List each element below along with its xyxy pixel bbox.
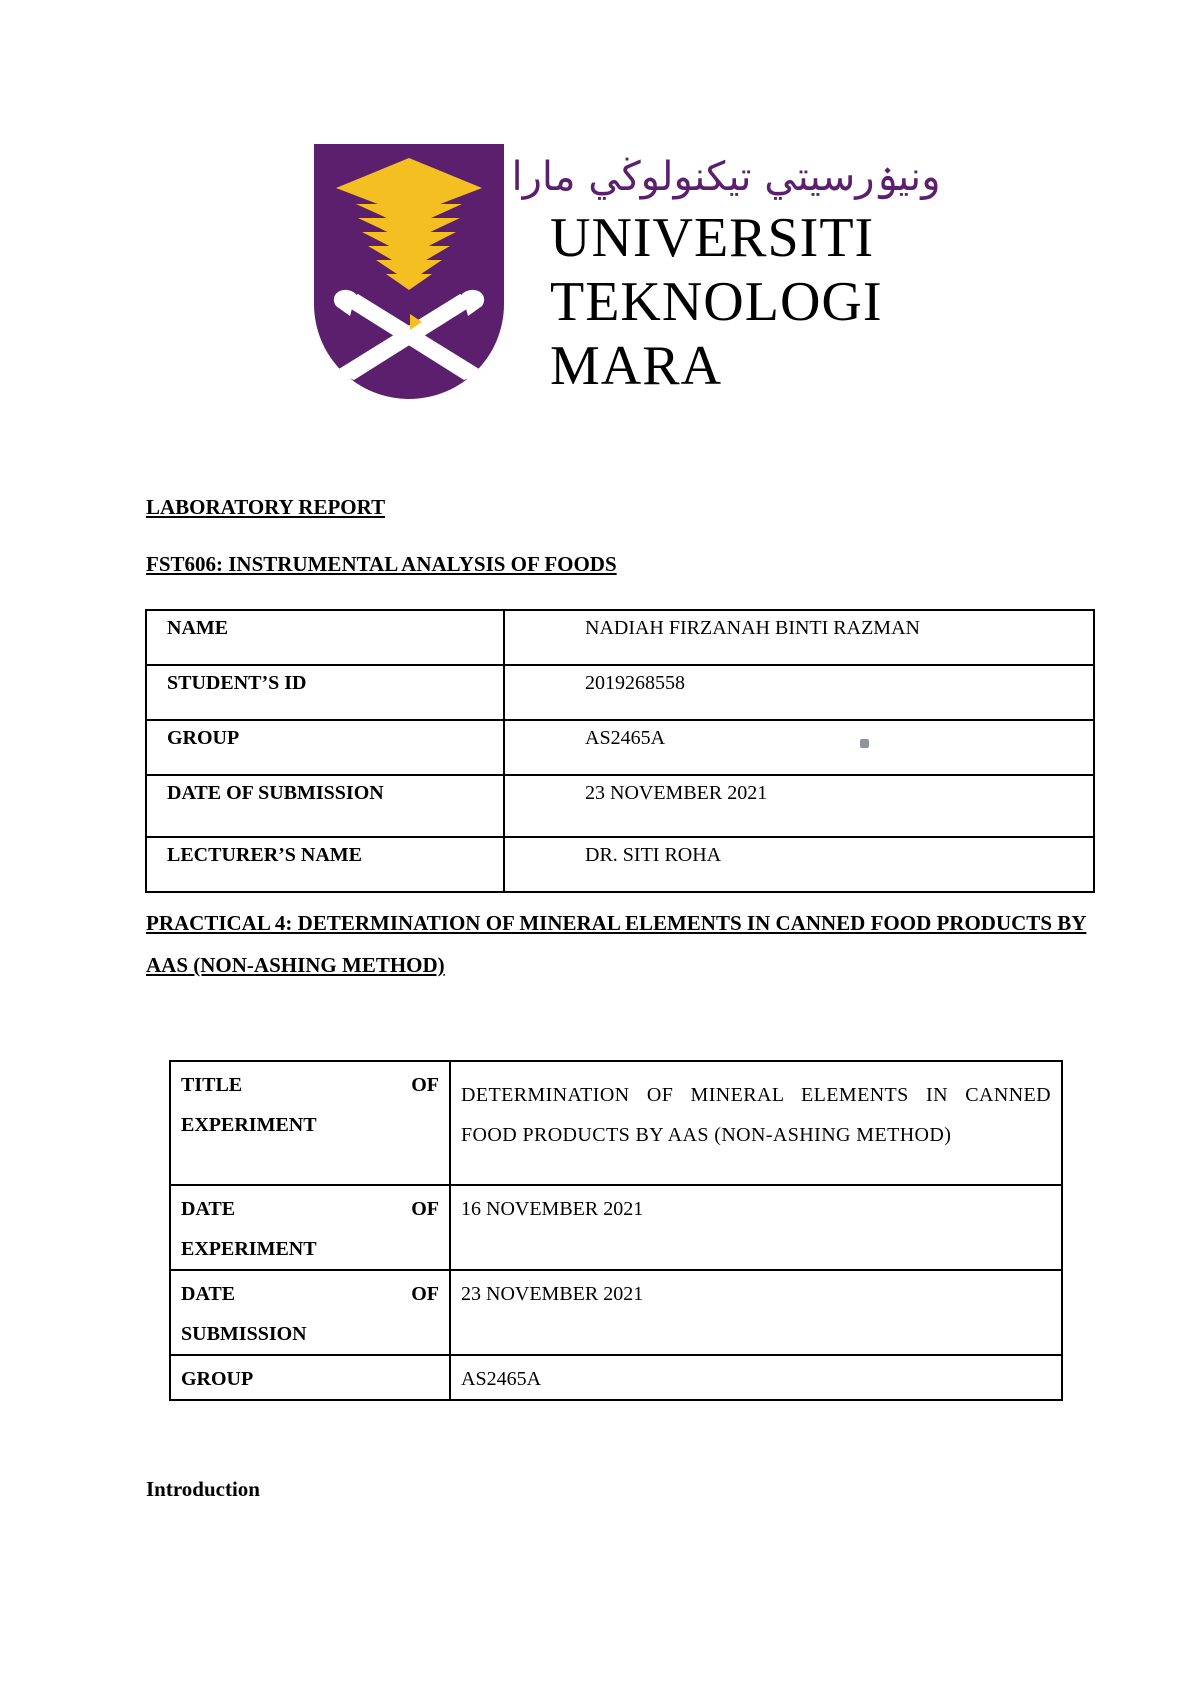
svg-text:ونيۏرسيتي تيكنولوڬي مارا: ونيۏرسيتي تيكنولوڬي مارا — [511, 154, 941, 200]
table-row — [146, 665, 1094, 720]
experiment-submission-value: 23 NOVEMBER 2021 — [450, 1270, 1062, 1355]
experiment-date-label: DATE OF EXPERIMENT — [170, 1185, 450, 1270]
table-row — [170, 1270, 1062, 1355]
table-row — [170, 1355, 1062, 1400]
logo-line-teknologi: TEKNOLOGI — [550, 271, 883, 333]
submission-date-label: DATE OF SUBMISSION — [146, 775, 504, 837]
lecturer-label: LECTURER’S NAME — [146, 837, 504, 892]
introduction-heading: Introduction — [146, 1477, 260, 1501]
logo-line-universiti: UNIVERSITI — [550, 207, 875, 269]
experiment-group-value: AS2465A — [450, 1355, 1062, 1400]
experiment-title-label: TITLE OF EXPERIMENT — [170, 1061, 450, 1185]
table-row — [146, 610, 1094, 665]
student-id-label: STUDENT’S ID — [146, 665, 504, 720]
student-id-value: 2019268558 — [504, 665, 1094, 720]
experiment-group-label: GROUP — [170, 1355, 450, 1400]
group-label: GROUP — [146, 720, 504, 775]
lecturer-value: DR. SITI ROHA — [504, 837, 1094, 892]
uitm-crest-icon — [314, 144, 504, 398]
practical-title: PRACTICAL 4: DETERMINATION OF MINERAL ELEMENTS IN CANNED FOOD PRODUCTS BY AAS (NON-ASHING METHOD) — [146, 911, 1087, 977]
logo-line-mara: MARA — [550, 335, 723, 397]
table-row — [146, 775, 1094, 837]
university-logo — [314, 144, 941, 398]
experiment-info-table — [169, 1060, 1063, 1401]
name-value: NADIAH FIRZANAH BINTI RAZMAN — [504, 610, 1094, 665]
group-value: AS2465A — [585, 727, 666, 749]
table-row — [170, 1185, 1062, 1270]
group-cell — [504, 720, 1094, 775]
university-name — [550, 206, 914, 398]
report-title: LABORATORY REPORT — [146, 495, 386, 519]
table-row — [170, 1061, 1062, 1185]
experiment-date-value: 16 NOVEMBER 2021 — [450, 1185, 1062, 1270]
experiment-title-value: DETERMINATION OF MINERAL ELEMENTS IN CANNED FOOD PRODUCTS BY AAS (NON-ASHING METHOD) — [450, 1061, 1062, 1185]
jawi-script-logo — [511, 144, 941, 206]
submission-date-value: 23 NOVEMBER 2021 — [504, 775, 1094, 837]
square-marker-icon — [860, 739, 869, 748]
student-info-table — [145, 609, 1095, 893]
name-label: NAME — [146, 610, 504, 665]
table-row — [146, 837, 1094, 892]
course-title: FST606: INSTRUMENTAL ANALYSIS OF FOODS — [146, 552, 617, 576]
experiment-submission-label: DATE OF SUBMISSION — [170, 1270, 450, 1355]
table-row — [146, 720, 1094, 775]
